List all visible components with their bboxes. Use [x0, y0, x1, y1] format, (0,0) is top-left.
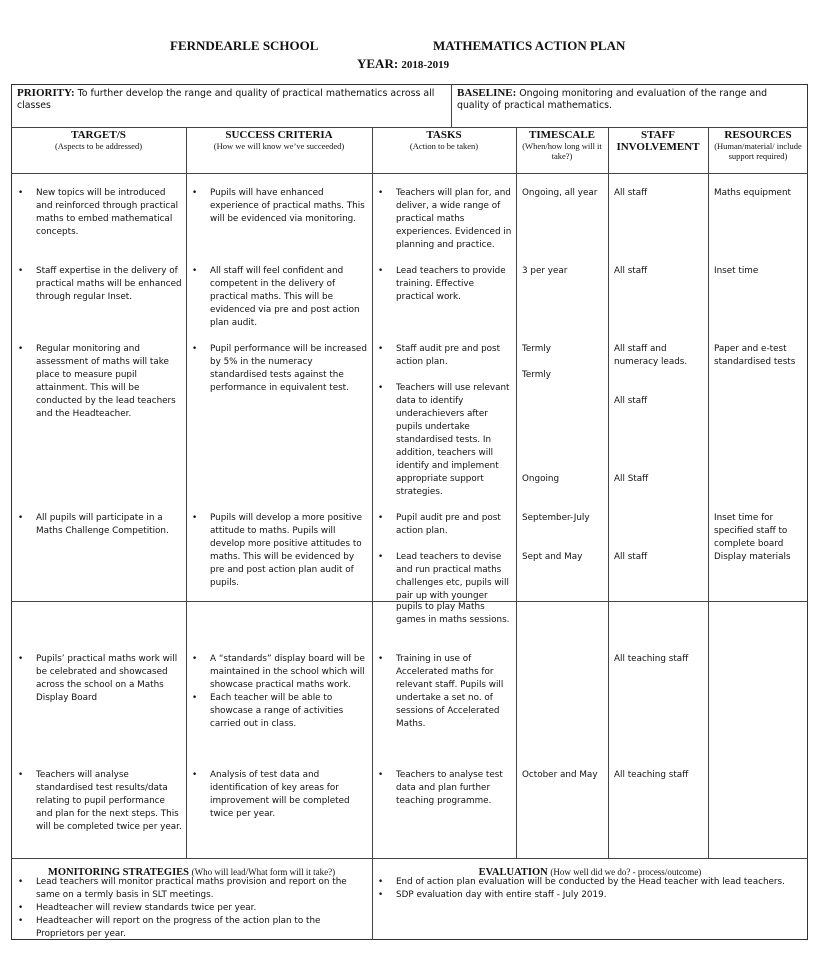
- priority-label: PRIORITY:: [17, 87, 75, 99]
- table-row-staff: All staff: [614, 188, 648, 198]
- baseline-text: Ongoing monitoring and evaluation of the range and quality of practical mathematics.: [457, 88, 768, 111]
- divider: [11, 127, 808, 128]
- table-row-timescale: Ongoing: [522, 474, 560, 484]
- divider: [451, 84, 452, 127]
- table-row-target: • Pupils’ practical maths work will be celebrated and showcased across the school on a Maths Display Board: [36, 653, 182, 705]
- table-row-staff: All staff: [614, 396, 648, 406]
- year-label: YEAR:: [357, 56, 399, 71]
- table-row-criteria: • Pupil performance will be increased by 5% in the numeracy standardised tests against the performance in equivalent test.: [210, 343, 368, 395]
- column-header-resources: RESOURCES (Human/material/ include support required): [714, 129, 802, 161]
- divider: [186, 127, 187, 858]
- table-row-target: • New topics will be introduced and reinforced through practical maths to embed mathematical concepts.: [36, 187, 182, 239]
- divider: [708, 127, 709, 858]
- table-row-resources: Inset time for specified staff to complete board Display materials: [714, 513, 791, 562]
- table-row-task: • Teachers will plan for, and deliver, a wide range of practical maths experiences. Evidenced in planning and practice.: [396, 187, 512, 252]
- plan-name: MATHEMATICS ACTION PLAN: [433, 38, 626, 53]
- column-header-success-criteria: SUCCESS CRITERIA (How we will know we’ve succeeded): [213, 129, 345, 151]
- column-header-timescale: TIMESCALE (When/how long will it take?): [522, 129, 602, 161]
- divider: [11, 173, 808, 174]
- table-row-timescale: September-July: [522, 513, 590, 523]
- table-row-timescale: Termly: [522, 370, 551, 380]
- table-row-resources: Paper and e-test standardised tests: [714, 344, 796, 367]
- table-row-target: • Staff expertise in the delivery of practical maths will be enhanced through regular Inset.: [36, 265, 182, 304]
- table-row-staff: All teaching staff: [614, 770, 689, 780]
- table-row-staff: All Staff: [614, 474, 649, 484]
- column-header-tasks: TASKS (Action to be taken): [409, 129, 479, 151]
- table-row-task: • Training in use of Accelerated maths for relevant staff. Pupils will undertake a set no. of sessions of Accelerated Maths.: [396, 653, 512, 731]
- table-row-resources: Maths equipment: [714, 188, 791, 198]
- evaluation-item: • SDP evaluation day with entire staff - July 2019.: [396, 889, 804, 902]
- table-row-task: • Lead teachers to provide training. Effective practical work.: [396, 265, 512, 304]
- table-row-criteria: • Analysis of test data and identification of key areas for improvement will be completed twice per year.: [210, 769, 368, 821]
- table-row-criteria: • All staff will feel confident and competent in the delivery of practical maths. This will be evidenced via pre and post action plan audit.: [210, 265, 368, 330]
- evaluation-heading: EVALUATION (How well did we do? - process/outcome): [478, 867, 702, 878]
- table-row-criteria: • Pupils will develop a more positive attitude to maths. Pupils will develop more positive attitudes to maths. This will be evidenced by pre and post action plan audit of pupils.: [210, 512, 368, 590]
- table-row-target: • Regular monitoring and assessment of maths will take place to measure pupil attainment. This will be conducted by the lead teachers and the Headteacher.: [36, 343, 182, 421]
- table-row-timescale: 3 per year: [522, 266, 568, 276]
- table-row-task: • Teachers will use relevant data to identify underachievers after pupils undertake standardised tests. In addition, teachers will identify and implement appropriate support strategies.: [396, 382, 512, 499]
- table-row-timescale: Ongoing, all year: [522, 188, 598, 198]
- baseline-box: [457, 87, 802, 112]
- school-name: FERNDEARLE SCHOOL: [170, 38, 319, 53]
- priority-text: To further develop the range and quality of practical mathematics across all classes: [17, 88, 435, 111]
- document-title: [0, 38, 820, 56]
- divider: [11, 858, 808, 859]
- divider: [516, 127, 517, 858]
- table-row-task: • Teachers to analyse test data and plan further teaching programme.: [396, 769, 512, 808]
- table-row-criteria: • A “standards” display board will be maintained in the school which will showcase practical maths work.: [210, 653, 368, 692]
- year-line: [357, 56, 449, 72]
- table-row-staff: All teaching staff: [614, 654, 689, 664]
- table-row-task-continued: pupils to play Maths games in maths sessions.: [396, 602, 510, 625]
- column-header-targets: TARGET/S (Aspects to be addressed): [54, 129, 143, 151]
- priority-box: [17, 87, 445, 112]
- table-row-timescale: October and May: [522, 770, 598, 780]
- monitoring-item: • Headteacher will review standards twice per year.: [36, 902, 368, 915]
- table-row-criteria: • Pupils will have enhanced experience of practical maths. This will be evidenced via monitoring.: [210, 187, 368, 226]
- table-row-task: • Pupil audit pre and post action plan.: [396, 512, 512, 538]
- monitoring-item: • Headteacher will report on the progress of the action plan to the Proprietors per year.: [36, 915, 368, 941]
- divider: [608, 127, 609, 858]
- table-row-task: • Staff audit pre and post action plan.: [396, 343, 512, 369]
- table-row-timescale: Sept and May: [522, 552, 583, 562]
- table-row-target: • Teachers will analyse standardised test results/data relating to pupil performance and plan for the next steps. This will be completed twice per year.: [36, 769, 182, 834]
- table-row-staff: All staff and numeracy leads.: [614, 344, 688, 367]
- table-row-target: • All pupils will participate in a Maths Challenge Competition.: [36, 512, 182, 538]
- table-row-criteria: • Each teacher will be able to showcase a range of activities carried out in class.: [210, 692, 368, 731]
- table-row-staff: All staff: [614, 266, 648, 276]
- year-value: 2018-2019: [401, 59, 450, 71]
- baseline-label: BASELINE:: [457, 87, 517, 99]
- table-row-staff: All staff: [614, 552, 648, 562]
- monitoring-heading: MONITORING STRATEGIES (Who will lead/What form will it take?): [47, 867, 336, 878]
- divider: [372, 127, 373, 940]
- table-row-task: • Lead teachers to devise and run practical maths challenges etc, pupils will pair up with younger: [396, 551, 512, 603]
- column-header-staff-involvement: STAFF INVOLVEMENT: [616, 129, 700, 153]
- table-row-timescale: Termly: [522, 344, 551, 354]
- monitoring-item: • Lead teachers will monitor practical maths provision and report on the same on a termly basis in SLT meetings.: [36, 876, 368, 902]
- table-row-resources: Inset time: [714, 266, 759, 276]
- evaluation-item: • End of action plan evaluation will be conducted by the Head teacher with lead teachers.: [396, 876, 804, 889]
